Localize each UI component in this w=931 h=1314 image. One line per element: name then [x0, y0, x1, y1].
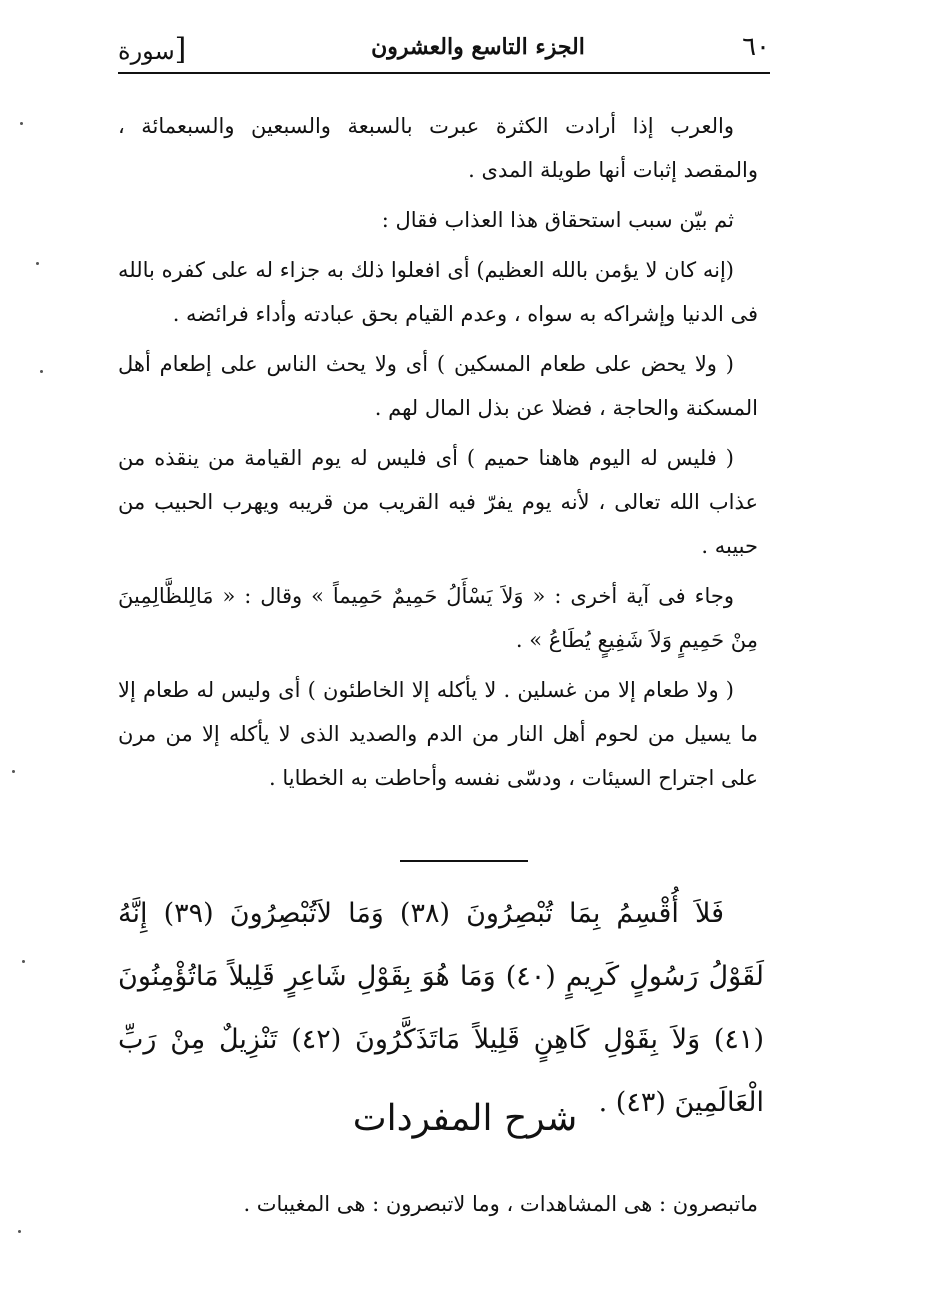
paragraph-4: ( ولا يحض على طعام المسكين ) أى ولا يحث الناس على إطعام أهل المسكنة والحاجة ، فضلا عن بذل المال لهم .: [118, 352, 758, 420]
page-header: [118, 28, 770, 74]
bracket-glyph: [: [174, 32, 187, 67]
paragraph-7: ( ولا طعام إلا من غسلين . لا يأكله إلا الخاطئون ) أى وليس له طعام إلا ما يسيل من لحوم أهل النار من الدم والصديد الذى لا يأكله إلا من مرن على اجتراح السيئات ، ودسّى نفسه وأحاطت به الخطايا .: [118, 678, 758, 790]
sura-label-text: سورة: [118, 37, 175, 65]
scan-speck: [40, 370, 43, 373]
scan-speck: [12, 770, 15, 773]
paragraph-1: والعرب إذا أرادت الكثرة عبرت بالسبعة والسبعين والسبعمائة ، والمقصد إثبات أنها طويلة المدى .: [118, 114, 758, 182]
scan-speck: [22, 960, 25, 963]
paragraph-5: ( فليس له اليوم هاهنا حميم ) أى فليس له يوم القيامة من ينقذه من عذاب الله تعالى ، لأنه يوم يفرّ فيه القريب من قريبه ويهرب الحبيب من حبيبه .: [118, 446, 758, 558]
sura-label: [118, 32, 188, 67]
commentary-body: [118, 104, 758, 806]
separator-rule: [400, 860, 528, 862]
paragraph-2: ثم بيّن سبب استحقاق هذا العذاب فقال :: [381, 208, 734, 232]
section-title: شرح المفردات: [352, 1098, 578, 1139]
paragraph-3: (إنه كان لا يؤمن بالله العظيم) أى افعلوا ذلك به جزاء له على كفره بالله فى الدنيا وإشراكه به سواه ، وعدم القيام بحق عبادته وأداء فرائضه .: [118, 258, 758, 326]
scan-speck: [36, 262, 39, 265]
scan-speck: [18, 1230, 21, 1233]
header-rule: [118, 72, 770, 74]
definition-line: ماتبصرون : هى المشاهدات ، وما لاتبصرون : هى المغيبات .: [243, 1192, 758, 1216]
paragraph-6: وجاء فى آية أخرى : « وَلاَ يَسْأَلُ حَمِيمٌ حَمِيماً » وقال : « مَالِلظَّالِمِينَ مِنْ حَمِيمٍ وَلاَ شَفِيعٍ يُطَاعُ » .: [118, 584, 758, 652]
running-title: الجزء التاسع والعشرون: [371, 34, 585, 60]
page-number: ٦٠: [742, 32, 770, 62]
scan-speck: [20, 122, 23, 125]
quran-verse: فَلاَ أُقْسِمُ بِمَا تُبْصِرُونَ (٣٨) وَمَا لاَتُبْصِرُونَ (٣٩) إِنَّهُ لَقَوْلُ رَسُولٍ كَرِيمٍ (٤٠) وَمَا هُوَ بِقَوْلِ شَاعِرٍ قَلِيلاً مَاتُؤْمِنُونَ (٤١) وَلاَ بِقَوْلِ كَاهِنٍ قَلِيلاً مَاتَذَكَّرُونَ (٤٢) تَنْزِيلٌ مِنْ رَبِّ الْعَالَمِينَ (٤٣) .: [118, 898, 764, 1118]
